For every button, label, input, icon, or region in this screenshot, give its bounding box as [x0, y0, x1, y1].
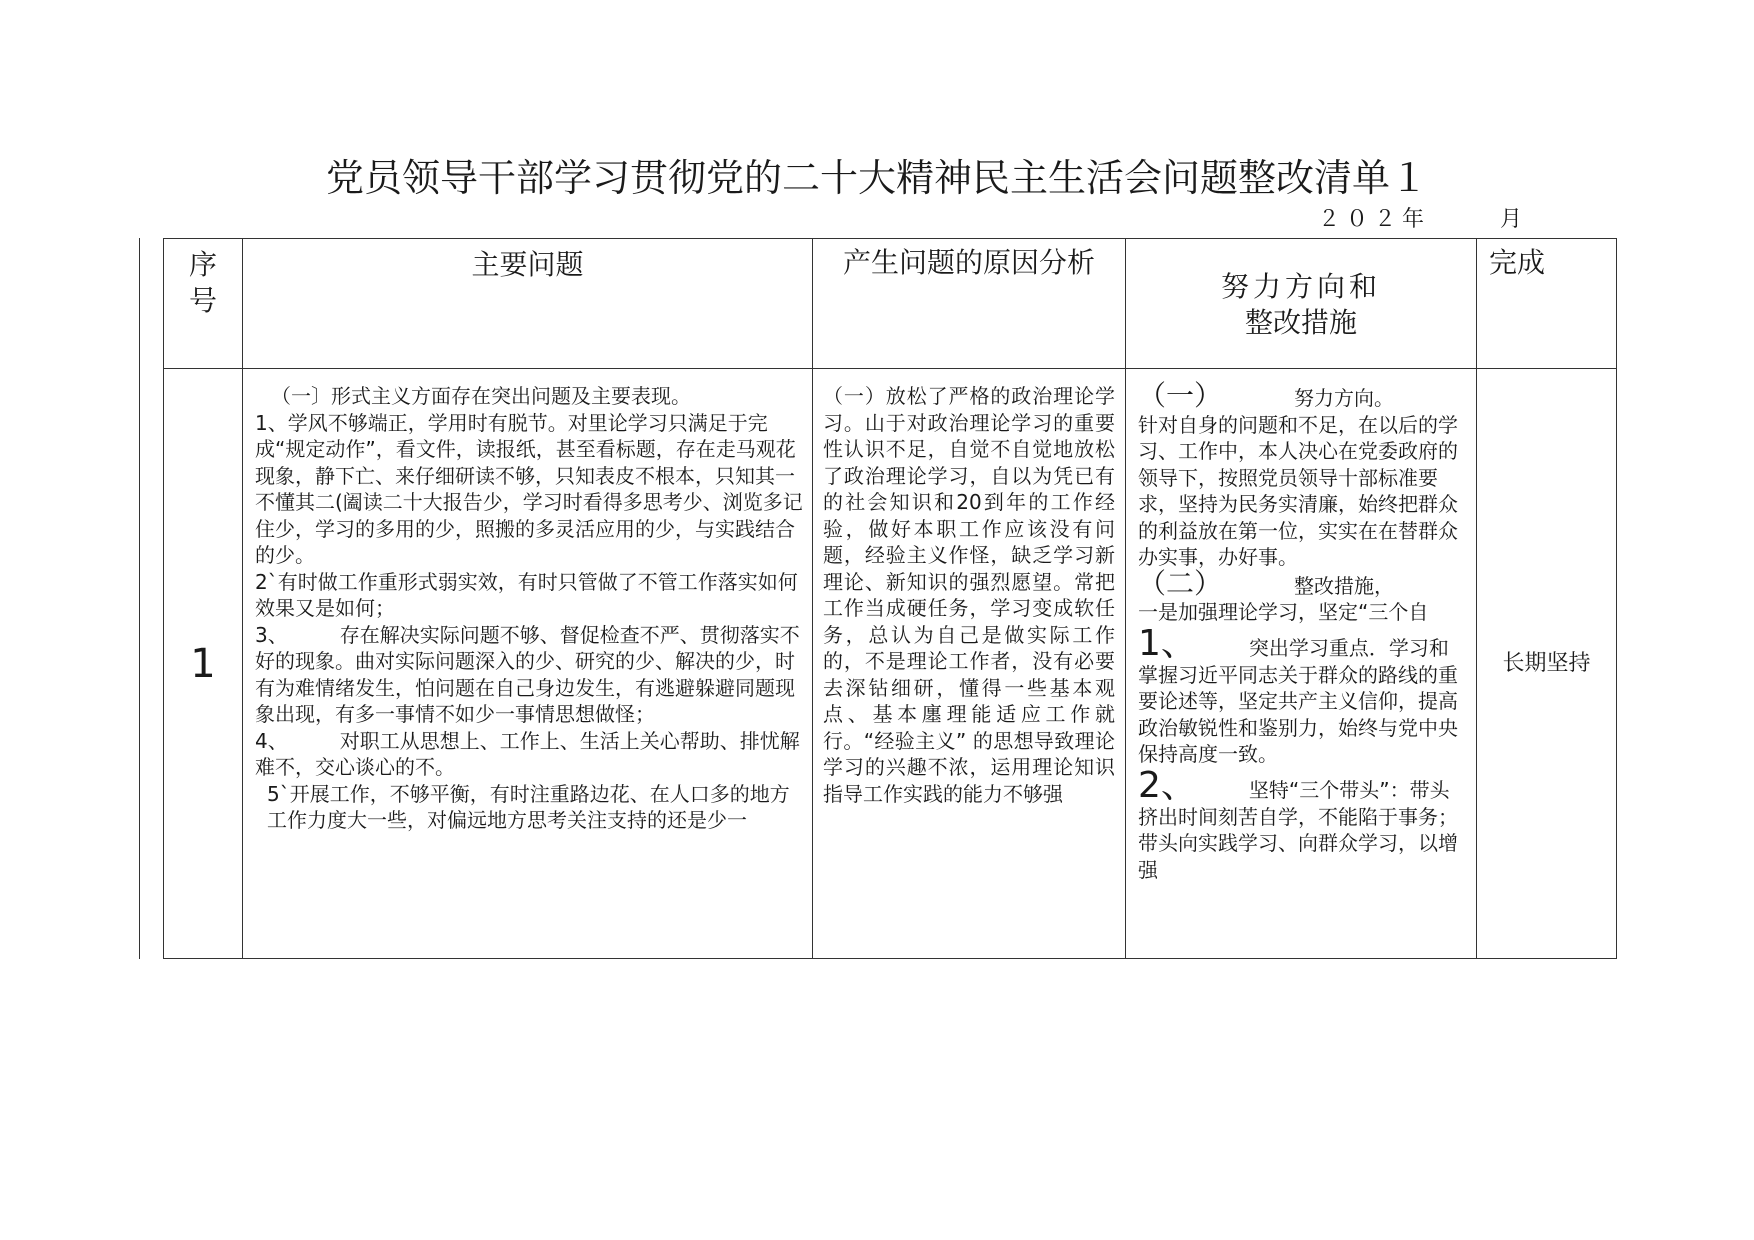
- date-month: 月: [1500, 207, 1523, 232]
- header-completion: 完成: [1477, 239, 1617, 369]
- measure-item-1-number: 1、: [1138, 622, 1197, 664]
- measure-item-2-text: 坚特“三个带头”：带头挤出时间刻苦自学，不能陷于事务；带头向实践学习、向群众学习，以增强: [1138, 777, 1458, 882]
- issue-item-2: 2`有时做工作重形式弱实效，有时只管做了不管工作落实如何效果又是如何；: [255, 569, 798, 620]
- header-direction: [1126, 239, 1477, 369]
- direction-heading-label: 努力方向。: [1294, 386, 1395, 410]
- issue-item-1: 1、学风不够端正，学用时有脱节。对里论学习只满足于完成“规定动作”，看文件，读报纸，甚至看标题，存在走马观花现象，静下亡、来仔细研读不够，只知表皮不根本，只知其一不懂其二(阖读二十大报告少，学习时看得多思考少、浏览多记住少，学习的多用的少，照搬的多灵活应用的少，与实践结合的少。: [255, 410, 803, 567]
- header-main-issues: 主要问题: [243, 239, 813, 369]
- measure-item-1: [1138, 622, 1466, 768]
- table-header-row: [164, 239, 1617, 369]
- completion-cell: 长期坚持: [1477, 369, 1617, 959]
- header-seq: [164, 239, 243, 369]
- issue-item-5: 5`开展工作，不够平衡，有时注重路边花、在人口多的地方工作力度大一些，对偏远地方思考关注支持的还是少一: [267, 781, 790, 832]
- main-issues-cell: [243, 369, 813, 959]
- issue-item-3: [255, 622, 804, 728]
- table-row: [164, 369, 1617, 959]
- header-cause-analysis: 产生问题的原因分析: [813, 239, 1126, 369]
- direction-heading-number: （一）: [1138, 379, 1223, 412]
- issues-intro: （一〕形式主义方面存在突出问题及主要表现。: [271, 384, 691, 408]
- rectification-table: [163, 238, 1617, 959]
- measures-intro: 一是加强理论学习，坚定“三个自: [1138, 600, 1429, 624]
- header-seq-line1: 序: [188, 248, 217, 281]
- issue-item-3-number: 3、: [255, 622, 288, 647]
- direction-heading: [1138, 379, 1466, 412]
- header-direction-line1: 努力方向和: [1220, 270, 1381, 303]
- issue-item-4-number: 4、: [255, 728, 288, 753]
- cause-analysis-cell: （一）放松了严格的政治理论学习。山于对政治理论学习的重要性认识不足，自觉不自觉地放松了政治理论学习，自以为凭已有的社会知识和20到年的工作经验，做好本职工作应该没有问题，经验主义作怪，缺乏学习新理论、新知识的强烈愿望。常把工作当成硬任务，学习变成软任务，总认为自己是做实际工作的，不是理论工作者，没有必要去深钻细研，懂得一些基本观点、基本廛理能适应工作就行。“经验主义” 的思想导致理论学习的兴趣不浓，运用理论知识指导工作实践的能力不够强: [813, 369, 1126, 959]
- issue-item-4-text: 对职工从思想上、工作上、生活上关心帮助、排忧解难不，交心谈心的不。: [255, 728, 800, 779]
- measure-item-1-text: 突出学习重点．学习和掌握习近平同志关于群众的路线的重要论述等，坚定共产主义信仰，提高政治敏锐性和鉴别力，始终与党中央保持高度一致。: [1138, 635, 1458, 766]
- measures-heading-label: 整改措施，: [1294, 573, 1395, 598]
- date-year: ２０２年: [1318, 207, 1431, 232]
- header-direction-line2: 整改措施: [1244, 306, 1357, 339]
- document-title: 党员领导干部学习贯彻党的二十大精神民主生活会问题整改清单１: [325, 156, 1428, 200]
- left-margin-line: [139, 238, 140, 959]
- measure-item-2: [1138, 764, 1466, 884]
- issue-item-3-text: 存在解决实际问题不够、督促检查不严、贯彻落实不好的现象。曲对实际问题深入的少、研究的少、解决的少，时有为难情绪发生，怕问题在自己身边发生，有逃避躲避同题现象出现，有多一事情不如少一事情思想做怪；: [255, 622, 800, 726]
- direction-text: 针对自身的问题和不足，在以后的学习、工作中，本人决心在党委政府的领导下，按照党员领导十部标准要求，坚持为民务实清廉，始终把群众的利益放在第一位，实实在在替群众办实事，办好事。: [1138, 412, 1458, 569]
- header-seq-line2: 号: [188, 284, 217, 317]
- row-seq-number: 1: [164, 369, 243, 959]
- direction-cell: [1126, 369, 1477, 959]
- measure-item-2-number: 2、: [1138, 764, 1197, 806]
- issue-item-4: [255, 728, 804, 781]
- measures-heading-number: （二）: [1138, 566, 1223, 600]
- measures-heading: [1138, 566, 1466, 600]
